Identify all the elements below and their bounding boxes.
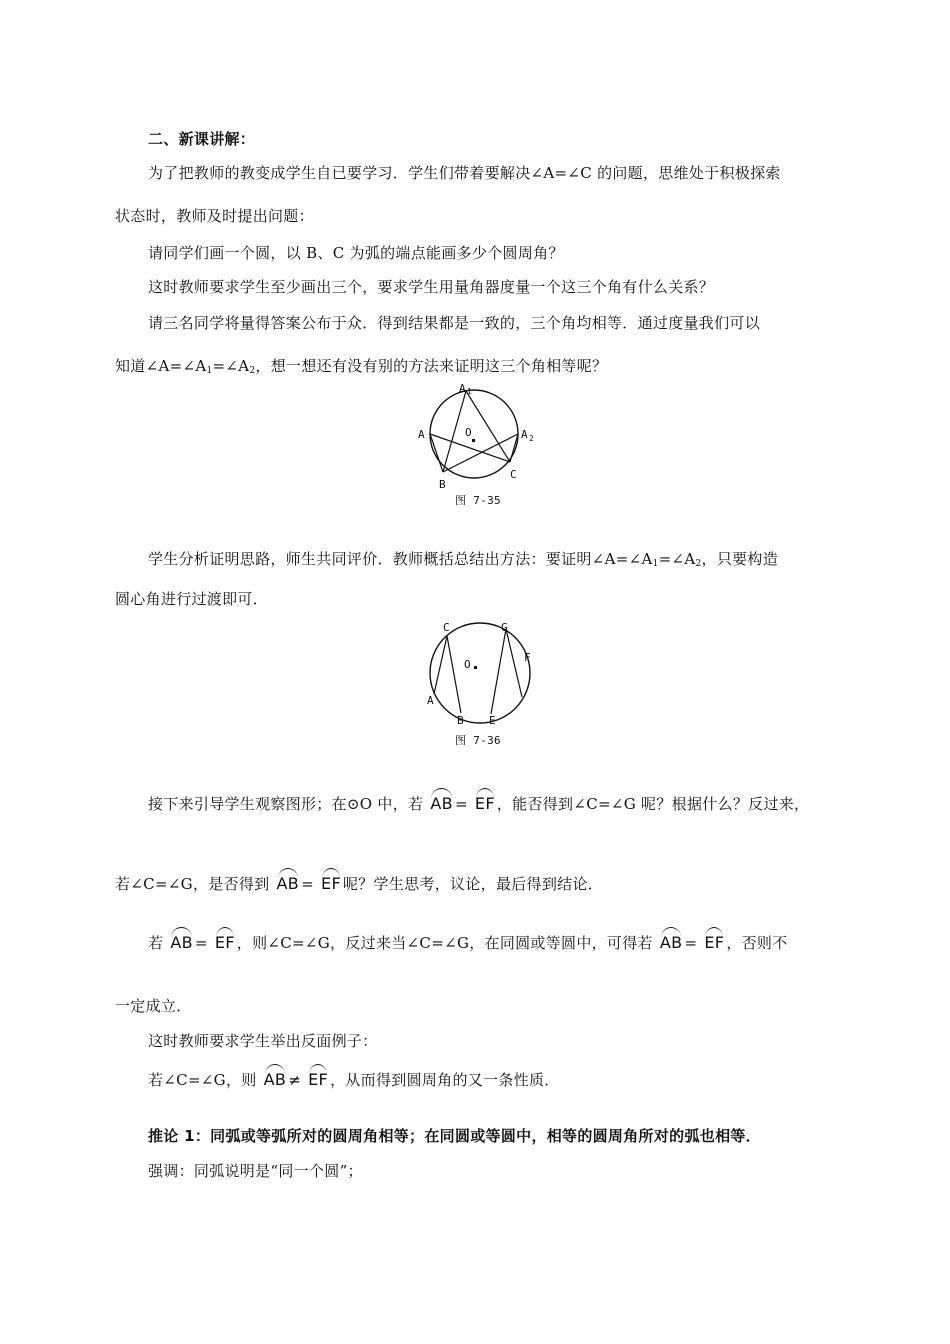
corollary-1: 推论 1：同弧或等弧所对的圆周角相等；在同圆或等圆中，相等的圆周角所对的弧也相等． [148,1127,761,1145]
paragraph-8: 若 AB = EF ，则∠C=∠G，反过来当∠C=∠G，在同圆或等圆中，可得若 AB = EF ，否则不 [148,929,788,953]
figure-7-36 [418,618,548,738]
paragraph-2: 请同学们画一个圆，以 B、C 为弧的端点能画多少个圆周角？ [148,244,564,262]
paragraph-4-line-1: 请三名同学将量得答案公布于众．得到结果都是一致的，三个角均相等．通过度量我们可以 [148,314,761,332]
figure-7-35-caption: 图 7-35 [455,494,501,507]
label-e: E [489,714,496,727]
arc-ab: AB [264,1066,287,1089]
paragraph-6: 接下来引导学生观察图形；在⊙O 中，若 AB = EF ，能否得到∠C=∠G 呢？根据什么？反过来， [148,790,809,814]
arc-ab: AB [170,929,193,952]
paragraph-3: 这时教师要求学生至少画出三个，要求学生用量角器度量一个这三个角有什么关系？ [148,278,715,296]
paragraph-5-line-2: 圆心角进行过渡即可． [115,590,269,608]
label-f: F [524,651,531,664]
arc-ab: AB [430,790,453,813]
figure-circle [430,623,530,723]
center-point [474,666,477,669]
paragraph-7: 若∠C=∠G，是否得到 AB = EF 呢？学生思考，议论，最后得到结论． [115,870,603,894]
paragraph-1-line-2: 状态时，教师及时提出问题： [115,207,314,225]
label-a2-sub: 2 [529,434,534,443]
label-c: C [510,468,517,481]
arc-ab: AB [277,870,300,893]
label-a2: A [521,428,528,441]
center-point [472,439,475,442]
arc-ab: AB [660,929,683,952]
section-title: 二、新课讲解： [148,130,256,148]
arc-ef: EF [215,929,235,952]
label-a1-sub: 1 [467,387,472,396]
paragraph-10: 若∠C=∠G，则 AB ≠ EF ，从而得到圆周角的又一条性质． [148,1066,560,1090]
paragraph-4-line-2: 知道$\angle A=\angle A_1=\angle A_2$，想一想还有没有别的方法来证明这三个角相等呢？ [115,357,608,376]
figure-7-35 [410,380,550,510]
label-a: A [418,428,425,441]
label-a1: A [459,382,466,395]
arc-ef: EF [475,790,495,813]
label-a: A [427,694,434,707]
paragraph-9: 这时教师要求学生举出反面例子： [148,1032,378,1050]
label-b: B [457,714,464,727]
label-c: C [443,621,450,634]
arc-ef: EF [308,1066,328,1089]
label-g: G [501,621,508,634]
emphasis-note: 强调：同弧说明是“同一个圆”； [148,1162,363,1180]
label-o: O [464,658,471,671]
label-b: B [439,478,446,491]
arc-ef: EF [321,870,341,893]
figure-7-36-caption: 图 7-36 [455,734,501,747]
label-o: O [465,426,472,439]
arc-ef: EF [704,929,724,952]
chords [434,629,522,714]
paragraph-5-line-1: 学生分析证明思路，师生共同评价．教师概括总结出方法：要证明$\angle A=\angle A_1=\angle A_2$，只要构造 [148,550,779,569]
paragraph-8-continued: 一定成立． [115,997,192,1015]
paragraph-1-line-1: 为了把教师的教变成学生自已要学习．学生们带着要解决∠A=∠C 的问题，思维处于积极探索 [148,164,781,182]
